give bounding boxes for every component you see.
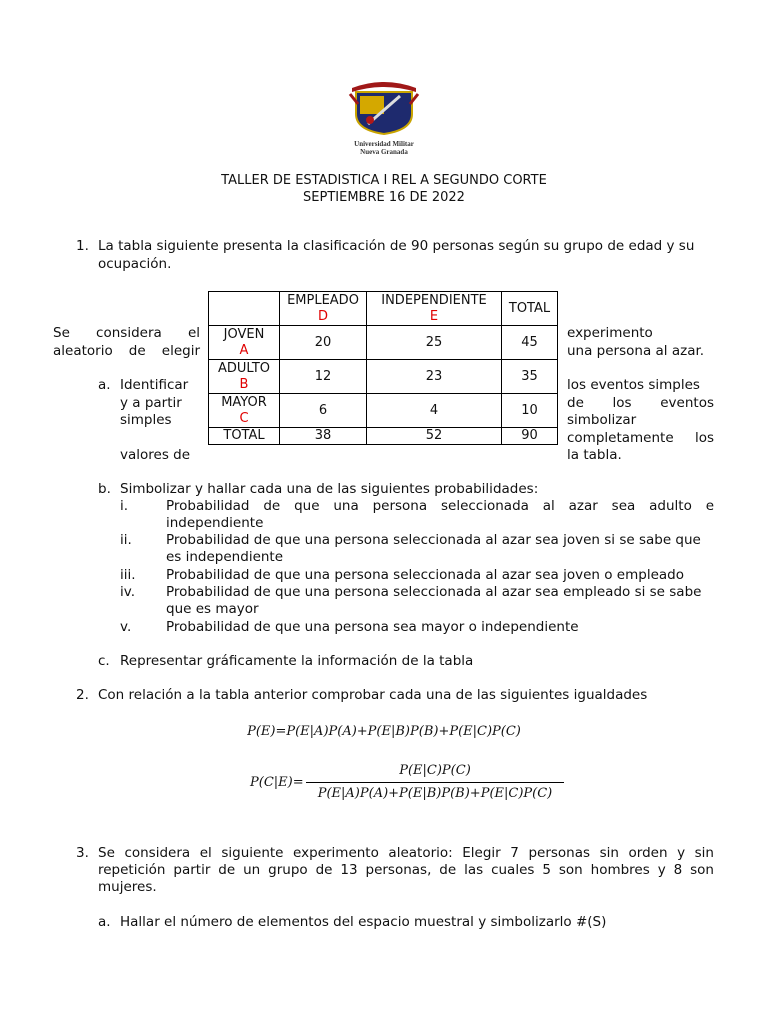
classification-table: [208, 291, 558, 445]
item-a-left-3: simples: [120, 412, 172, 428]
cell: 4: [367, 394, 502, 428]
sub-item-number: iii.: [120, 567, 136, 583]
row-header-adulto: ADULTO B: [209, 360, 280, 394]
question-2-text: Con relación a la tabla anterior comprobar cada una de las siguientes igualdades: [98, 687, 648, 703]
page-title: TALLER DE ESTADISTICA I REL A SEGUNDO CORTE: [221, 173, 547, 188]
item-c-text: Representar gráficamente la información de la tabla: [120, 653, 474, 669]
item-a-right-1: los eventos simples: [567, 377, 700, 393]
cell: 23: [367, 360, 502, 394]
row-header-total: TOTAL: [209, 428, 280, 445]
sub-item-text-cont: es independiente: [166, 549, 284, 565]
q3-item-a-label: a.: [98, 914, 111, 930]
row-header-mayor: MAYOR C: [209, 394, 280, 428]
col-header-empleado: EMPLEADO D: [280, 292, 367, 326]
sub-item-text: Probabilidad de que una persona seleccionada al azar sea joven si se sabe que: [166, 532, 701, 548]
sub-item-number: i.: [120, 498, 129, 514]
q1-left-text-2: aleatorio de elegir: [53, 343, 200, 359]
cell: 38: [280, 428, 367, 445]
cell: 20: [280, 326, 367, 360]
table-corner-cell: [209, 292, 280, 326]
sub-item-number: ii.: [120, 532, 132, 548]
question-3-line1: Se considera el siguiente experimento aleatorio: Elegir 7 personas sin orden y sin: [98, 845, 714, 861]
cell: 12: [280, 360, 367, 394]
sub-item-number: iv.: [120, 584, 135, 600]
cell: 90: [502, 428, 558, 445]
cell: 25: [367, 326, 502, 360]
cell: 52: [367, 428, 502, 445]
sub-item-text: Probabilidad de que una persona seleccionada al azar sea joven o empleado: [166, 567, 684, 583]
row-header-joven: JOVEN A: [209, 326, 280, 360]
item-b-label: b.: [98, 481, 111, 497]
table-total-row: [209, 428, 558, 445]
question-1-number: 1.: [76, 238, 89, 254]
sub-item-text-cont: que es mayor: [166, 601, 259, 617]
item-a-right-4: completamente los: [567, 430, 714, 446]
formula-total-probability: P(E)=P(E|A)P(A)+P(E|B)P(B)+P(E|C)P(C): [247, 724, 521, 739]
formula-bayes-lhs: P(C|E)=: [250, 775, 304, 790]
question-3-line2: repetición partir de un grupo de 13 personas, de las cuales 5 son hombres y 8 son: [98, 862, 714, 878]
q3-item-a-text: Hallar el número de elementos del espacio muestral y simbolizarlo #(S): [120, 914, 607, 930]
q1-right-text-1: experimento: [567, 325, 653, 341]
question-2-number: 2.: [76, 687, 89, 703]
sub-item-text: Probabilidad de que una persona sea mayor o independiente: [166, 619, 579, 635]
item-a-label: a.: [98, 377, 111, 393]
question-1-text-line2: ocupación.: [98, 256, 172, 272]
table-row: [209, 394, 558, 428]
item-b-text: Simbolizar y hallar cada una de las siguientes probabilidades:: [120, 481, 539, 497]
q1-right-text-2: una persona al azar.: [567, 343, 705, 359]
formula-bayes-numerator: P(E|C)P(C): [399, 763, 471, 778]
page-date: SEPTIEMBRE 16 DE 2022: [303, 190, 465, 205]
question-3-line3: mujeres.: [98, 879, 157, 895]
sub-item-text: Probabilidad de que una persona seleccionada al azar sea adulto e: [166, 498, 714, 514]
formula-bayes-denominator: P(E|A)P(A)+P(E|B)P(B)+P(E|C)P(C): [317, 786, 553, 801]
table-row: [209, 360, 558, 394]
university-name-line1: Universidad Militar: [354, 140, 414, 148]
item-a-right-2: de los eventos: [567, 395, 714, 411]
shield-emblem-icon: [346, 74, 422, 136]
sub-item-text-cont: independiente: [166, 515, 264, 531]
question-1-text-line1: La tabla siguiente presenta la clasificación de 90 personas según su grupo de edad y su: [98, 238, 695, 254]
q1-left-text-1: Se considera el: [53, 325, 200, 341]
cell: 6: [280, 394, 367, 428]
university-name-line2: Nueva Granada: [360, 148, 408, 156]
question-3-number: 3.: [76, 845, 89, 861]
cell: 45: [502, 326, 558, 360]
table-row: [209, 326, 558, 360]
col-header-total: TOTAL: [502, 292, 558, 326]
item-a-left-4: valores de: [120, 447, 191, 463]
university-logo: [346, 74, 422, 160]
col-header-independiente: INDEPENDIENTE E: [367, 292, 502, 326]
item-a-left-1: Identificar: [120, 377, 189, 393]
sub-item-number: v.: [120, 619, 132, 635]
fraction-bar: [306, 782, 564, 783]
cell: 10: [502, 394, 558, 428]
item-a-left-2: y a partir: [120, 395, 182, 411]
item-c-label: c.: [98, 653, 110, 669]
item-a-right-5: la tabla.: [567, 447, 622, 463]
sub-item-text: Probabilidad de que una persona seleccionada al azar sea empleado si se sabe: [166, 584, 702, 600]
cell: 35: [502, 360, 558, 394]
item-a-right-3: simbolizar: [567, 412, 637, 428]
